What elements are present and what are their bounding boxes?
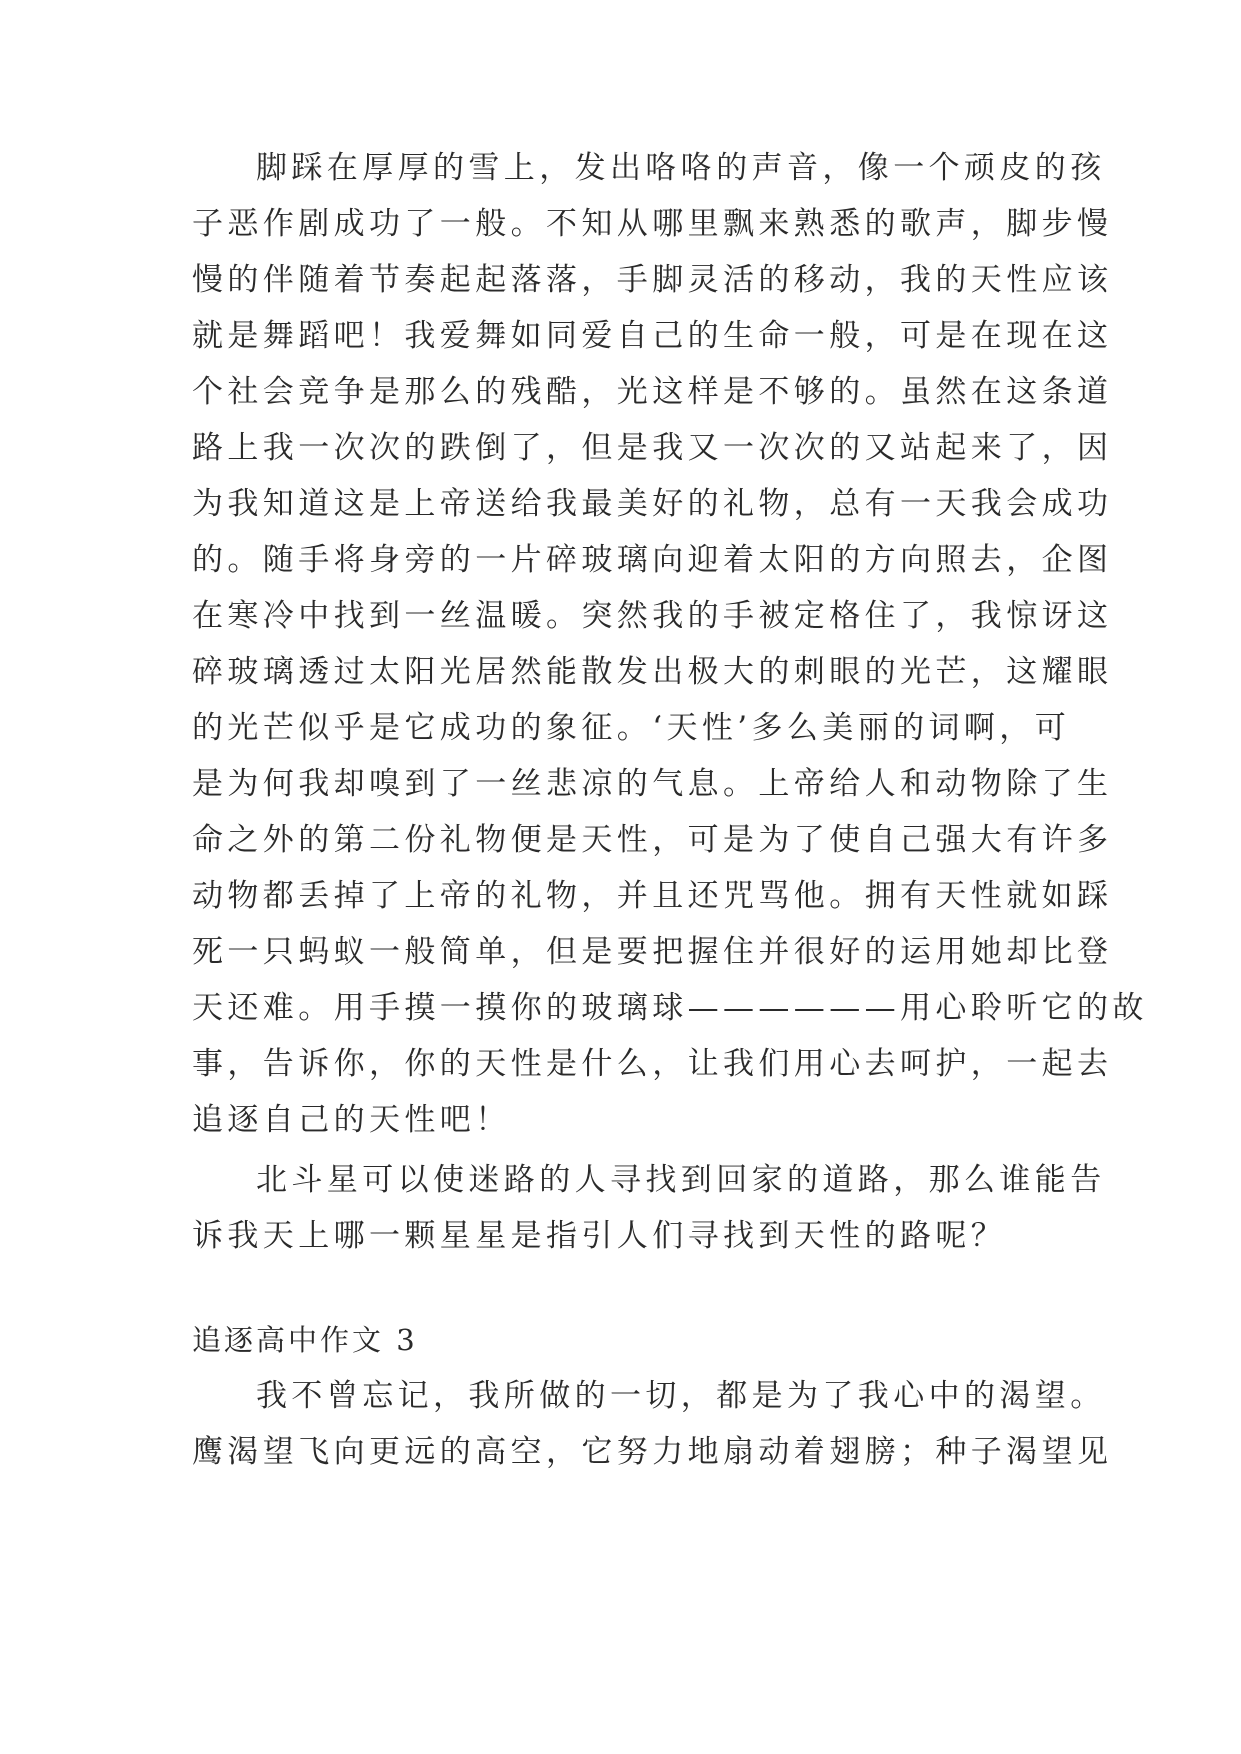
paragraph-line: 我不曾忘记，我所做的一切，都是为了我心中的渴望。 xyxy=(256,1378,1106,1414)
paragraph-line: 追逐自己的天性吧！ xyxy=(192,1102,511,1138)
paragraph-line: 就是舞蹈吧！我爱舞如同爱自己的生命一般，可是在现在这 xyxy=(192,318,1113,354)
paragraph-line: 是为何我却嗅到了一丝悲凉的气息。上帝给人和动物除了生 xyxy=(192,766,1113,802)
paragraph-line: 诉我天上哪一颗星星是指引人们寻找到天性的路呢？ xyxy=(192,1218,1007,1254)
paragraph-line: 路上我一次次的跌倒了，但是我又一次次的又站起来了，因 xyxy=(192,430,1113,466)
paragraph-line: 慢的伴随着节奏起起落落，手脚灵活的移动，我的天性应该 xyxy=(192,262,1113,298)
paragraph-line: 鹰渴望飞向更远的高空，它努力地扇动着翅膀；种子渴望见 xyxy=(192,1434,1113,1470)
paragraph-line: 死一只蚂蚁一般简单，但是要把握住并很好的运用她却比登 xyxy=(192,934,1113,970)
paragraph-line: 子恶作剧成功了一般。不知从哪里飘来熟悉的歌声，脚步慢 xyxy=(192,206,1113,242)
paragraph-line: 脚踩在厚厚的雪上，发出咯咯的声音，像一个顽皮的孩 xyxy=(256,150,1106,186)
paragraph-line: 在寒冷中找到一丝温暖。突然我的手被定格住了，我惊讶这 xyxy=(192,598,1113,634)
paragraph-line: 事，告诉你，你的天性是什么，让我们用心去呵护，一起去 xyxy=(192,1046,1113,1082)
paragraph-line: 碎玻璃透过太阳光居然能散发出极大的刺眼的光芒，这耀眼 xyxy=(192,654,1113,690)
paragraph-line: 天还难。用手摸一摸你的玻璃球——————用心聆听它的故 xyxy=(192,990,1148,1026)
paragraph-line: 北斗星可以使迷路的人寻找到回家的道路，那么谁能告 xyxy=(256,1162,1106,1198)
paragraph-line: 的。随手将身旁的一片碎玻璃向迎着太阳的方向照去，企图 xyxy=(192,542,1113,578)
section-heading: 追逐高中作文 3 xyxy=(192,1323,418,1357)
paragraph-line: 为我知道这是上帝送给我最美好的礼物，总有一天我会成功 xyxy=(192,486,1113,522)
paragraph-line: 个社会竞争是那么的残酷，光这样是不够的。虽然在这条道 xyxy=(192,374,1113,410)
paragraph-line: 动物都丢掉了上帝的礼物，并且还咒骂他。拥有天性就如踩 xyxy=(192,878,1113,914)
paragraph-line: 命之外的第二份礼物便是天性，可是为了使自己强大有许多 xyxy=(192,822,1113,858)
paragraph-line: 的光芒似乎是它成功的象征。‘天性’多么美丽的词啊，可 xyxy=(192,710,1071,746)
